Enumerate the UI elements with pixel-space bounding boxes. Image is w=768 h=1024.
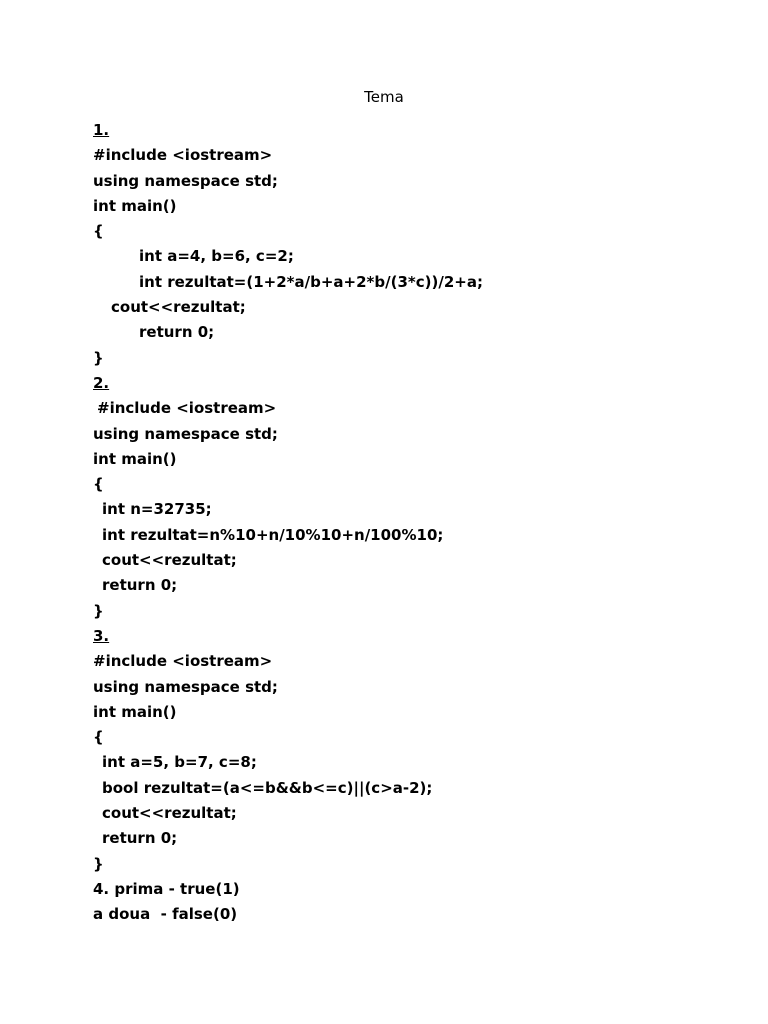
code-line: return 0;	[139, 323, 215, 342]
page-title: Tema	[364, 88, 404, 106]
code-line: using namespace std;	[93, 171, 278, 190]
code-line: {	[93, 475, 104, 494]
code-line: cout<<rezultat;	[102, 551, 237, 570]
code-line: int a=4, b=6, c=2;	[139, 247, 294, 266]
code-line: }	[93, 348, 104, 367]
code-line: int main()	[93, 449, 177, 468]
code-line: using namespace std;	[93, 677, 278, 696]
code-line: #include <iostream>	[93, 652, 273, 671]
code-line: {	[93, 222, 104, 241]
section-heading-1: 1.	[93, 121, 110, 139]
code-line: return 0;	[102, 829, 178, 848]
code-line: cout<<rezultat;	[102, 804, 237, 823]
code-line: }	[93, 601, 104, 620]
code-line: int rezultat=(1+2*a/b+a+2*b/(3*c))/2+a;	[139, 272, 483, 291]
document-body	[93, 118, 733, 928]
answer-line: a doua - false(0)	[93, 905, 238, 924]
code-line: {	[93, 728, 104, 747]
code-line: using namespace std;	[93, 424, 278, 443]
code-line: cout<<rezultat;	[111, 298, 246, 317]
code-line: }	[93, 854, 104, 873]
code-line: bool rezultat=(a<=b&&b<=c)||(c>a-2);	[102, 778, 433, 797]
answer-line: 4. prima - true(1)	[93, 879, 240, 898]
section-heading-3: 3.	[93, 626, 110, 645]
code-line: int a=5, b=7, c=8;	[102, 753, 257, 772]
code-line: return 0;	[102, 576, 178, 595]
section-heading-2: 2.	[93, 373, 110, 392]
code-line: int rezultat=n%10+n/10%10+n/100%10;	[102, 525, 444, 544]
code-line: int n=32735;	[102, 500, 212, 519]
code-line: #include <iostream>	[97, 399, 277, 418]
code-line: int main()	[93, 702, 177, 721]
code-line: int main()	[93, 196, 177, 215]
code-line: #include <iostream>	[93, 146, 273, 165]
